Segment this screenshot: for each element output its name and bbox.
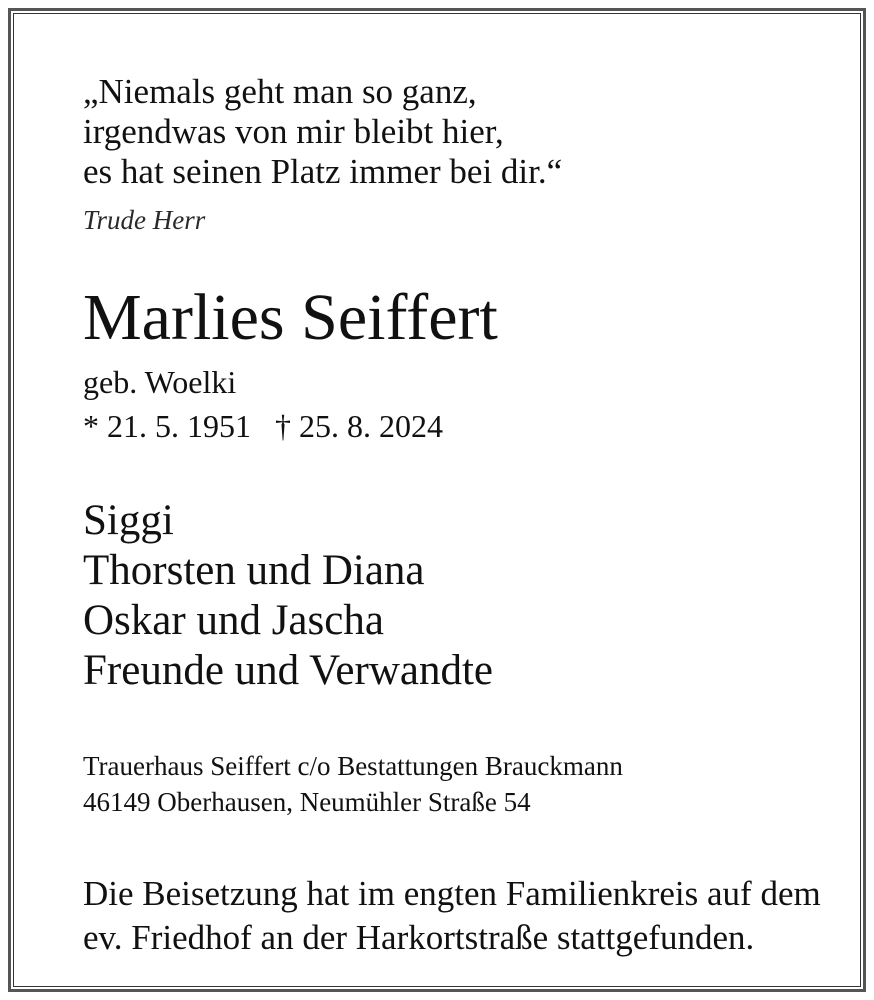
deceased-name: Marlies Seiffert — [83, 281, 498, 354]
quote-line-1: „Niemals geht man so ganz, — [83, 72, 477, 111]
vital-info — [83, 360, 443, 448]
birth-date: * 21. 5. 1951 — [83, 408, 251, 444]
mourners-list — [83, 496, 493, 696]
mourner-3: Oskar und Jascha — [83, 597, 384, 644]
notice-line-1: Die Beisetzung hat im engten Familienkreis auf dem — [83, 874, 821, 913]
life-dates — [83, 404, 443, 448]
quote-line-3: es hat seinen Platz immer bei dir.“ — [83, 152, 563, 191]
mourner-1: Siggi — [83, 497, 174, 544]
quote-line-2: irgendwas von mir bleibt hier, — [83, 112, 504, 151]
notice-line-2: ev. Friedhof an der Harkortstraße stattgefunden. — [83, 918, 755, 957]
quote-author: Trude Herr — [83, 205, 206, 235]
address-line-1: Trauerhaus Seiffert c/o Bestattungen Brauckmann — [83, 751, 623, 781]
burial-notice — [83, 872, 821, 960]
maiden-name: geb. Woelki — [83, 364, 237, 400]
mourner-2: Thorsten und Diana — [83, 547, 425, 594]
mourner-4: Freunde und Verwandte — [83, 647, 493, 694]
quote — [83, 72, 562, 192]
death-date: † 25. 8. 2024 — [275, 408, 443, 444]
mourning-address — [83, 748, 623, 820]
address-line-2: 46149 Oberhausen, Neumühler Straße 54 — [83, 787, 531, 817]
